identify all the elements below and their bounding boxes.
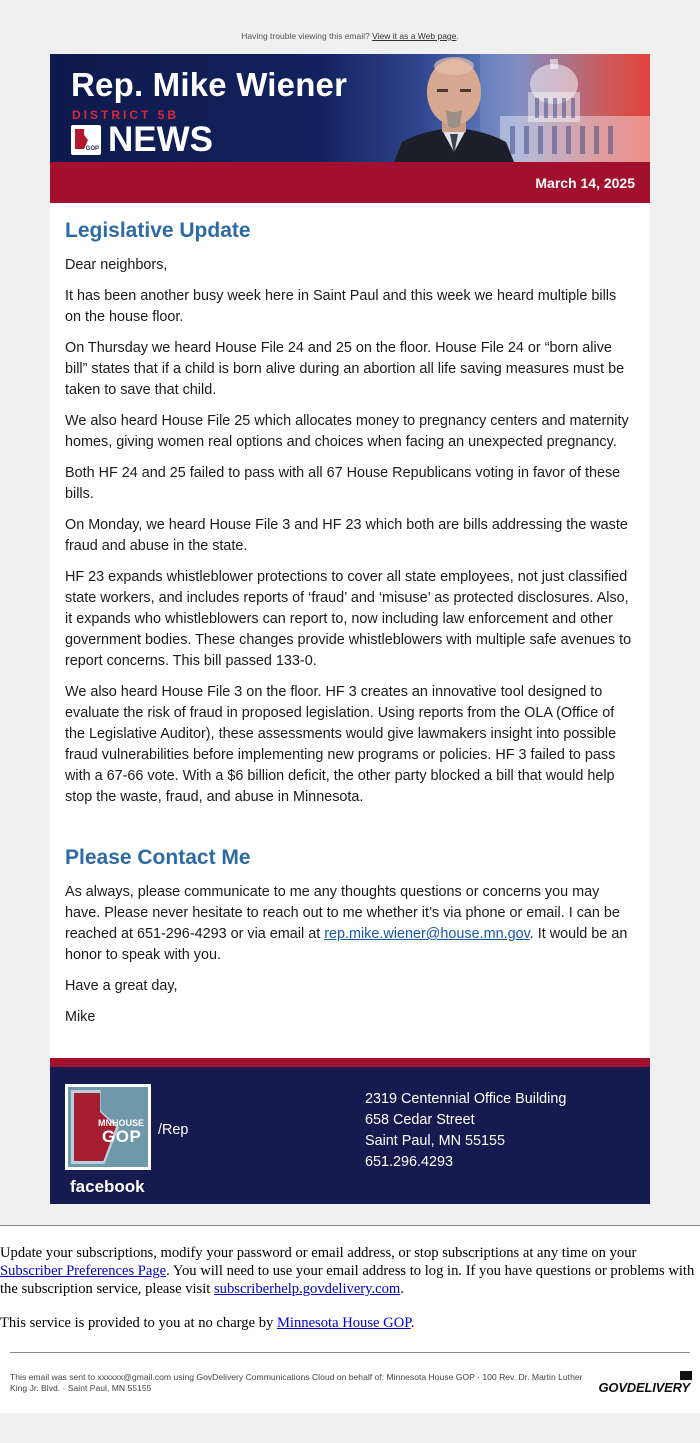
address-line: Saint Paul, MN 55155	[365, 1133, 505, 1149]
logo-gop-text: GOP	[102, 1127, 142, 1146]
paragraph: We also heard House File 3 on the floor. HF 3 creates an innovative tool designed to evaluate the risk of fraud in proposed legislation. Using reports from the OLA (Office of the Legislative Auditor), these assessments would give lawmakers insight into possible fraud vulnerabilities before implementing new programs or policies. HF 3 failed to pass with a 67-66 vote. With a $6 billion deficit, the other party blocked a bill that would help stop the waste, fraud, and abuse in Minnesota.	[65, 684, 617, 805]
signature: Mike	[65, 1009, 96, 1025]
facebook-mnhouse-gop-logo[interactable]	[65, 1084, 151, 1170]
footer-block	[50, 1058, 650, 1204]
newsletter-body	[50, 203, 650, 1058]
phone-number: 651.296.4293	[365, 1154, 454, 1170]
paragraph: It has been another busy week here in Saint Paul and this week we heard multiple bills on the house floor.	[65, 288, 617, 325]
paragraph: We also heard House File 25 which allocates money to pregnancy centers and maternity homes, giving women real options and choices when facing an unexpected pregnancy.	[65, 413, 629, 450]
logo-mnhouse-text: MNHOUSE	[98, 1118, 145, 1128]
service-paragraph	[0, 1314, 700, 1332]
subscription-footer	[0, 1225, 700, 1413]
trouble-period: .	[456, 31, 459, 41]
contact-heading: Please Contact Me	[65, 846, 251, 869]
subscriber-help-link[interactable]: subscriberhelp.govdelivery.com	[214, 1281, 401, 1297]
paragraph: HF 23 expands whistleblower protections to cover all state employees, not just classified state workers, and includes reports of ‘fraud’ and ‘misuse’ as protected disclosures. Also, it expands who whistleblowers can report to, now including law enforcement and other government bodies. These changes provide whistleblowers with multiple safe avenues to report concerns. This bill passed 133-0.	[65, 569, 632, 669]
legal-text: This service is provided to you at no charge by	[0, 1315, 277, 1331]
email-container	[50, 54, 650, 1204]
minnesota-gop-logo-icon	[71, 125, 101, 155]
legal-text: . You will need to use your email address to log in. If you have questions or problems with the subscription service, please visit	[0, 1263, 695, 1297]
sent-to-text: This email was sent to xxxxxx@gmail.com using GovDelivery Communications Cloud on behalf of: Minnesota House GOP · 100 Rev. Dr. Martin Luther King Jr. Blvd. · Saint Paul, MN 55155	[10, 1372, 583, 1393]
address-line: 658 Cedar Street	[365, 1112, 475, 1128]
contact-text-before: As always, please communicate to me any thoughts questions or concerns you may have. Please never hesitate to reach out to me whether it’s via phone or email. I can be reached at 651-296-4293 or via email at	[65, 884, 620, 942]
subscription-paragraph	[0, 1244, 700, 1298]
representative-portrait	[394, 54, 514, 162]
address-line: 2319 Centennial Office Building	[365, 1091, 567, 1107]
legal-text: .	[400, 1281, 404, 1297]
paragraph: On Monday, we heard House File 3 and HF 23 which both are bills addressing the waste fraud and abuse in the state.	[65, 517, 628, 554]
paragraph: On Thursday we heard House File 24 and 25 on the floor. House File 24 or “born alive bill” states that if a child is born alive during an abortion all life saving measures must be taken to save that child.	[65, 340, 625, 398]
representative-name: Rep. Mike Wiener	[71, 66, 348, 103]
facebook-label[interactable]: facebook	[70, 1177, 145, 1196]
facebook-handle: /Rep	[158, 1122, 189, 1138]
contact-text-after: . It would be an honor to speak with you.	[65, 926, 628, 963]
trouble-text: Having trouble viewing this email?	[241, 31, 370, 41]
greeting: Dear neighbors,	[65, 257, 168, 273]
sign-off: Have a great day,	[65, 978, 178, 994]
logo-gop-text: GOP	[85, 146, 99, 152]
govdelivery-logo[interactable]	[599, 1380, 690, 1395]
news-title: NEWS	[108, 120, 213, 159]
paragraph: Both HF 24 and 25 failed to pass with all 67 House Republicans voting in favor of these bills.	[65, 465, 621, 502]
govdelivery-footer	[0, 1353, 700, 1401]
newsletter-date: March 14, 2025	[50, 162, 650, 203]
district-label: DISTRICT 5B	[72, 108, 180, 122]
subscriber-preferences-link[interactable]: Subscriber Preferences Page	[0, 1263, 167, 1279]
legislative-update-heading: Legislative Update	[65, 219, 251, 242]
contact-paragraph	[65, 882, 635, 966]
legal-text: .	[410, 1315, 415, 1331]
web-page-link[interactable]: View it as a Web page	[372, 31, 457, 41]
envelope-icon	[680, 1371, 692, 1380]
subscription-text	[0, 1226, 700, 1332]
email-link[interactable]: rep.mike.wiener@house.mn.gov	[324, 926, 530, 942]
view-online-bar	[0, 0, 700, 54]
legal-text: Update your subscriptions, modify your password or email address, or stop subscriptions at any time on your	[0, 1245, 637, 1261]
news-title-row	[71, 120, 213, 159]
minnesota-house-gop-link[interactable]: Minnesota House GOP	[276, 1315, 411, 1331]
govdelivery-wordmark: GOVDELIVERY	[598, 1380, 690, 1395]
office-address	[365, 1089, 566, 1173]
header-banner	[50, 54, 650, 162]
